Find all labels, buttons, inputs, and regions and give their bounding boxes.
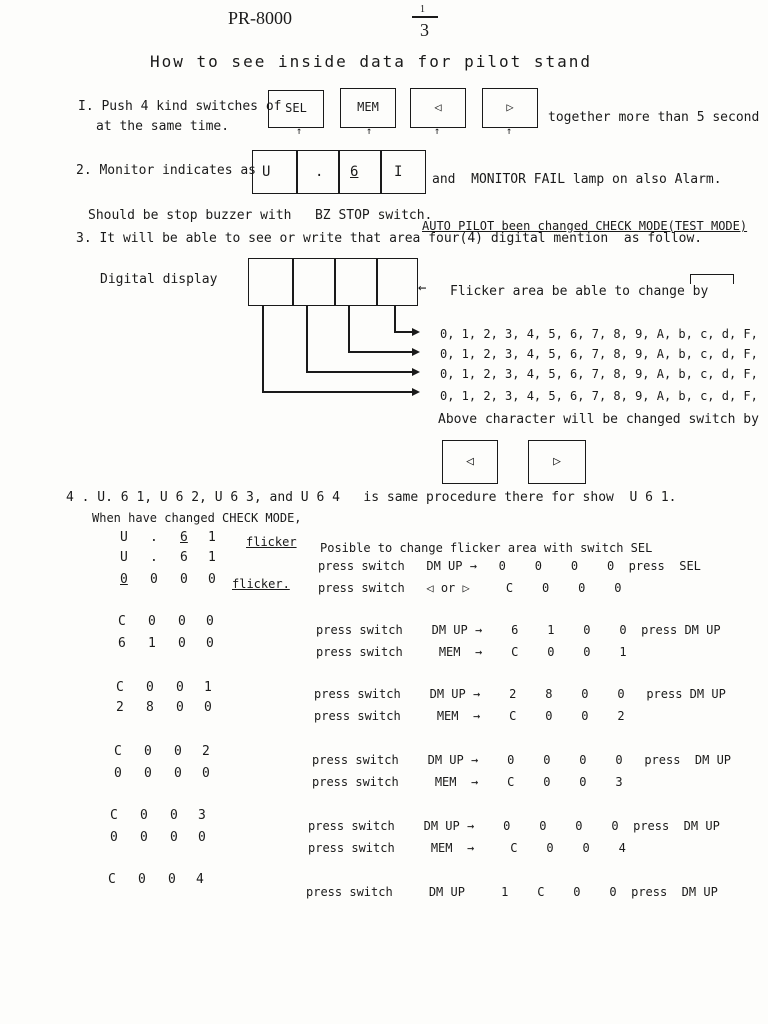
char-row: 0, 1, 2, 3, 4, 5, 6, 7, 8, 9, A, b, c, d, F, [440,389,758,403]
digit: 1 [208,550,216,565]
digit: 0 [148,614,156,629]
instruction-line: Posible to change flicker area with switch SEL [320,541,653,555]
digit: 8 [146,700,154,715]
digit: 0 [110,830,118,845]
char-row: 0, 1, 2, 3, 4, 5, 6, 7, 8, 9, A, b, c, d, F, [440,347,758,361]
display-divider [376,258,378,306]
connector-line [306,306,308,372]
digit: 6 [180,550,188,565]
mem-key: MEM [340,88,396,128]
display-divider [296,150,298,194]
instruction-line: press switch MEM → C 0 0 1 [316,645,627,659]
connector-line [306,371,414,373]
connector-line [394,331,414,333]
instruction-line: press switch DM UP → 6 1 0 0 press DM UP [316,623,721,637]
digit: 0 [178,614,186,629]
digit: 0 [114,766,122,781]
digit: 3 [198,808,206,823]
right-arrow-key: ▷ [482,88,538,128]
arrow-icon [412,368,420,376]
instruction-line: press switch MEM → C 0 0 4 [308,841,626,855]
instruction-line: press switch DM UP → 0 0 0 0 press DM UP [308,819,720,833]
step2-text: 2. Monitor indicates as [76,163,257,178]
digit: 0 [150,572,158,587]
digit: 1 [204,680,212,695]
step4-check-mode: When have changed CHECK MODE, [92,511,302,525]
digit: 2 [116,700,124,715]
digit: 0 [140,808,148,823]
display-digit: 6 [350,164,359,180]
digit: 0 [176,700,184,715]
flicker-note: flicker [246,535,297,549]
connector-line [348,306,350,352]
press-arrow-icon: ↑ [506,126,513,137]
page-number-top: 1 [420,4,425,15]
right-arrow-key: ▷ [528,440,586,484]
digit: 0 [144,744,152,759]
arrow-icon [412,348,420,356]
buzzer-text: Should be stop buzzer with BZ STOP switch. [88,208,433,223]
step1-text-2: at the same time. [96,119,230,134]
digital-display-box [248,258,418,306]
digit: 0 [176,680,184,695]
digit: 0 [120,572,128,587]
display-divider [334,258,336,306]
display-divider [338,150,340,194]
digit: 6 [118,636,126,651]
above-char-text: Above character will be changed switch by [438,412,759,427]
digit: 0 [144,766,152,781]
digit: C [108,872,116,887]
display-digit: . [315,164,324,180]
digit: 1 [148,636,156,651]
digit: C [110,808,118,823]
digit: U [120,530,128,545]
char-row: 0, 1, 2, 3, 4, 5, 6, 7, 8, 9, A, b, c, d, F, [440,367,758,381]
instruction-line: press switch ◁ or ▷ C 0 0 0 [318,581,622,595]
digit: 0 [146,680,154,695]
instruction-line: press switch DM UP → 0 0 0 0 press DM UP [312,753,732,767]
digit: 0 [170,830,178,845]
arrow-icon [412,328,420,336]
display-digit: I [394,164,403,180]
step1-duration: together more than 5 second [548,110,760,125]
left-arrow-icon: ← [418,280,427,296]
digit: . [150,550,158,565]
instruction-line: press switch MEM → C 0 0 3 [312,775,623,789]
step2-alarm: and MONITOR FAIL lamp on also Alarm. [432,172,722,187]
digit: 0 [180,572,188,587]
page-title: How to see inside data for pilot stand [150,52,593,71]
step1-text: I. Push 4 kind switches of [78,99,282,114]
instruction-line: press switch DM UP → 2 8 0 0 press DM UP [314,687,726,701]
digit: . [150,530,158,545]
connector-line [262,306,264,392]
digit: C [118,614,126,629]
digit: 0 [178,636,186,651]
digit: 0 [198,830,206,845]
press-arrow-icon: ↑ [434,126,441,137]
instruction-line: press switch MEM → C 0 0 2 [314,709,625,723]
digit: 4 [196,872,204,887]
digit: U [120,550,128,565]
digit: 0 [206,636,214,651]
digit: 0 [168,872,176,887]
digit: 0 [140,830,148,845]
left-arrow-key: ◁ [442,440,498,484]
digit: 0 [170,808,178,823]
digit: 0 [174,766,182,781]
display-divider [292,258,294,306]
flicker-note: flicker. [232,577,290,591]
step3-text: 3. It will be able to see or write that area four(4) digital mention as follow. [76,231,703,246]
instruction-line: press switch DM UP → 0 0 0 0 press SEL [318,559,701,573]
connector-line [348,351,414,353]
press-arrow-icon: ↑ [366,126,373,137]
digit: 0 [206,614,214,629]
left-arrow-key: ◁ [410,88,466,128]
press-arrow-icon: ↑ [296,126,303,137]
connector-line [394,306,396,332]
model-heading: PR-8000 [228,8,293,28]
connector-line [262,391,414,393]
digit: 0 [202,766,210,781]
digit: 0 [138,872,146,887]
char-row: 0, 1, 2, 3, 4, 5, 6, 7, 8, 9, A, b, c, d, F, [440,327,758,341]
digital-display-label: Digital display [100,272,218,287]
digit: C [114,744,122,759]
arrow-icon [412,388,420,396]
check-mode-note: AUTO PILOT been changed CHECK MODE(TEST MODE) [422,219,748,233]
display-digit: U [262,164,271,180]
digit: C [116,680,124,695]
digit: 1 [208,530,216,545]
instruction-line: press switch DM UP 1 C 0 0 press DM UP [306,885,718,899]
digit: 2 [202,744,210,759]
fraction-bar [412,16,438,18]
digit: 0 [208,572,216,587]
display-divider [380,150,382,194]
page-number-bottom: 3 [420,20,429,40]
digit: 0 [174,744,182,759]
digit: 0 [204,700,212,715]
digit: 6 [180,530,188,545]
bracket-icon [690,274,734,284]
flicker-label: Flicker area be able to change by [450,284,709,299]
step4-text: 4 . U. 6 1, U 6 2, U 6 3, and U 6 4 is same procedure there for show U 6 1. [66,490,677,505]
sel-key: SEL [268,90,324,128]
